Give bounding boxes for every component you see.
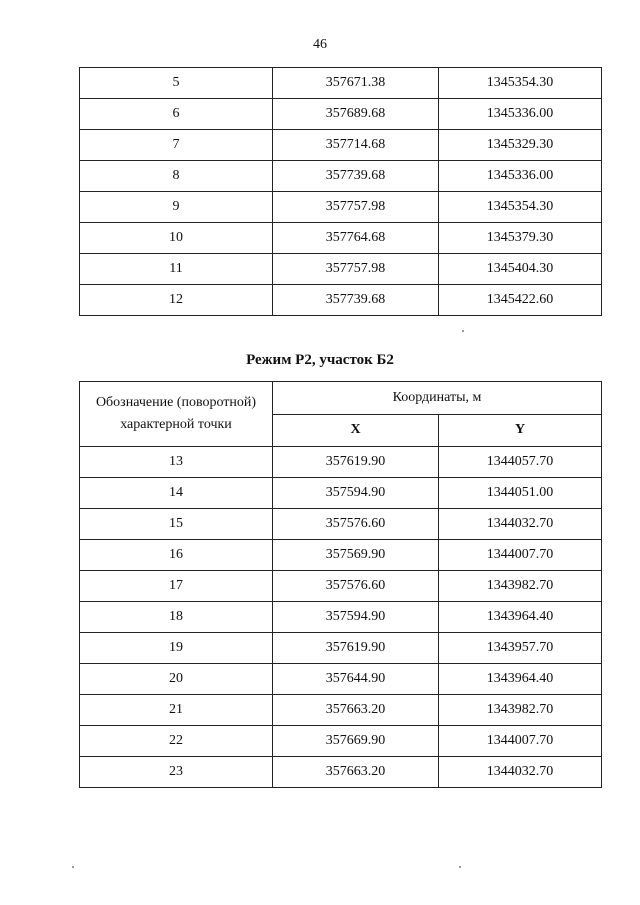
point-number: 19 [80, 633, 273, 664]
point-number: 8 [80, 161, 273, 192]
section-title: Режим Р2, участок Б2 [246, 352, 394, 368]
table-row [80, 757, 602, 788]
table-row [80, 192, 602, 223]
point-number: 7 [80, 130, 273, 161]
x-coordinate: 357594.90 [273, 478, 439, 509]
header-row [80, 382, 602, 415]
x-coordinate: 357669.90 [273, 726, 439, 757]
speck [72, 866, 74, 868]
x-coordinate: 357576.60 [273, 571, 439, 602]
table-row [80, 68, 602, 99]
table-row [80, 223, 602, 254]
table-row [80, 695, 602, 726]
point-number: 17 [80, 571, 273, 602]
x-coordinate: 357739.68 [273, 285, 439, 316]
table-row [80, 664, 602, 695]
header-x: X [273, 414, 439, 447]
x-coordinate: 357739.68 [273, 161, 439, 192]
table-row [80, 285, 602, 316]
y-coordinate: 1343964.40 [439, 602, 602, 633]
point-number: 11 [80, 254, 273, 285]
table-row [80, 99, 602, 130]
point-number: 10 [80, 223, 273, 254]
table-body [80, 447, 602, 788]
header-designation: Обозначение (поворотной) характерной точки [80, 382, 273, 447]
header-y: Y [439, 414, 602, 447]
x-coordinate: 357576.60 [273, 509, 439, 540]
point-number: 9 [80, 192, 273, 223]
x-coordinate: 357644.90 [273, 664, 439, 695]
x-coordinate: 357663.20 [273, 695, 439, 726]
x-coordinate: 357619.90 [273, 633, 439, 664]
x-coordinate: 357663.20 [273, 757, 439, 788]
point-number: 20 [80, 664, 273, 695]
table-row [80, 509, 602, 540]
table-body [80, 68, 602, 316]
y-coordinate: 1344032.70 [439, 509, 602, 540]
table-row [80, 540, 602, 571]
point-number: 15 [80, 509, 273, 540]
point-number: 22 [80, 726, 273, 757]
y-coordinate: 1344007.70 [439, 726, 602, 757]
point-number: 18 [80, 602, 273, 633]
y-coordinate: 1344032.70 [439, 757, 602, 788]
table-row [80, 602, 602, 633]
point-number: 6 [80, 99, 273, 130]
speck [459, 866, 461, 868]
table-row [80, 447, 602, 478]
point-number: 21 [80, 695, 273, 726]
y-coordinate: 1345336.00 [439, 99, 602, 130]
point-number: 16 [80, 540, 273, 571]
speck [462, 330, 464, 332]
y-coordinate: 1345404.30 [439, 254, 602, 285]
x-coordinate: 357757.98 [273, 192, 439, 223]
y-coordinate: 1345422.60 [439, 285, 602, 316]
y-coordinate: 1343964.40 [439, 664, 602, 695]
y-coordinate: 1345354.30 [439, 192, 602, 223]
table-header [80, 382, 602, 447]
y-coordinate: 1344007.70 [439, 540, 602, 571]
x-coordinate: 357714.68 [273, 130, 439, 161]
y-coordinate: 1344057.70 [439, 447, 602, 478]
page-number: 46 [313, 37, 327, 52]
table-row [80, 478, 602, 509]
x-coordinate: 357757.98 [273, 254, 439, 285]
x-coordinate: 357619.90 [273, 447, 439, 478]
table-row [80, 571, 602, 602]
coordinates-table [79, 381, 602, 788]
table-row [80, 633, 602, 664]
table-row [80, 130, 602, 161]
y-coordinate: 1345354.30 [439, 68, 602, 99]
y-coordinate: 1343957.70 [439, 633, 602, 664]
coordinates-table-continued [79, 67, 602, 316]
y-coordinate: 1343982.70 [439, 571, 602, 602]
y-coordinate: 1345379.30 [439, 223, 602, 254]
x-coordinate: 357671.38 [273, 68, 439, 99]
x-coordinate: 357689.68 [273, 99, 439, 130]
y-coordinate: 1343982.70 [439, 695, 602, 726]
point-number: 12 [80, 285, 273, 316]
point-number: 23 [80, 757, 273, 788]
x-coordinate: 357569.90 [273, 540, 439, 571]
point-number: 13 [80, 447, 273, 478]
table-row [80, 254, 602, 285]
point-number: 14 [80, 478, 273, 509]
x-coordinate: 357594.90 [273, 602, 439, 633]
y-coordinate: 1345336.00 [439, 161, 602, 192]
header-coordinates: Координаты, м [273, 382, 602, 415]
table-row [80, 161, 602, 192]
y-coordinate: 1345329.30 [439, 130, 602, 161]
table-row [80, 726, 602, 757]
x-coordinate: 357764.68 [273, 223, 439, 254]
y-coordinate: 1344051.00 [439, 478, 602, 509]
point-number: 5 [80, 68, 273, 99]
